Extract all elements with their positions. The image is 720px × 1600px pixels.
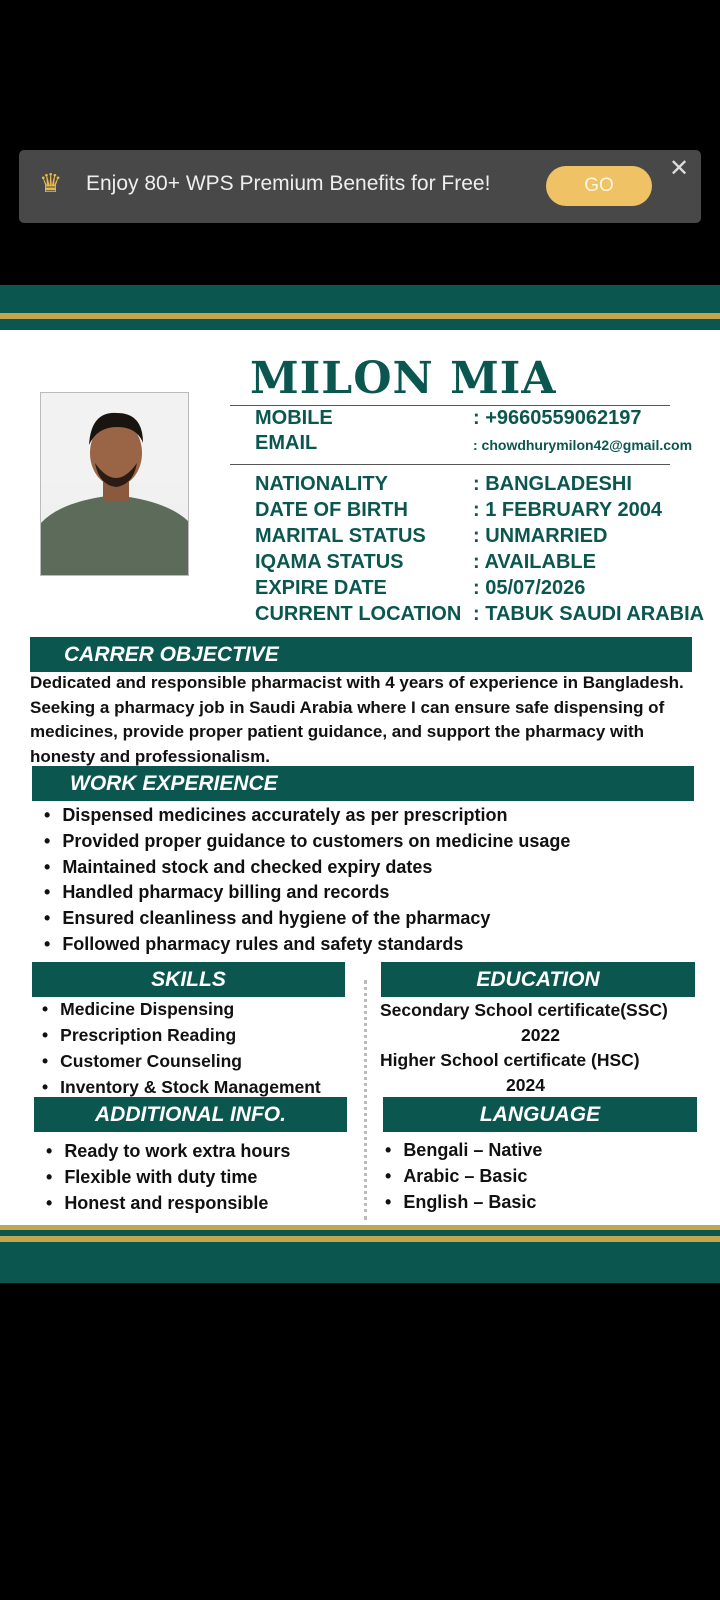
email-value: : chowdhurymilon42@gmail.com (473, 437, 693, 453)
list-item: • Flexible with duty time (46, 1164, 354, 1190)
list-item: • Dispensed medicines accurately as per prescription (44, 803, 692, 829)
detail-value: : AVAILABLE (473, 551, 596, 573)
language-list (373, 1137, 693, 1215)
list-item: • Bengali – Native (385, 1137, 693, 1163)
detail-label: DATE OF BIRTH (255, 499, 408, 521)
list-item: • Handled pharmacy billing and records (44, 880, 692, 906)
detail-label: MARITAL STATUS (255, 525, 426, 547)
bottom-stripe-2 (0, 1242, 720, 1283)
skills-list (30, 996, 370, 1100)
premium-banner[interactable] (19, 150, 701, 223)
education-year: 2022 (521, 1025, 560, 1045)
mobile-label: MOBILE (255, 407, 333, 429)
detail-label: IQAMA STATUS (255, 551, 404, 573)
education-name: Higher School certificate (HSC) (380, 1050, 640, 1070)
skills-heading: SKILLS (32, 962, 345, 997)
details-block (255, 473, 720, 629)
list-item: • Followed pharmacy rules and safety standards (44, 932, 692, 958)
contact-block (255, 407, 715, 457)
top-stripe-2 (0, 319, 720, 330)
list-item: • Ensured cleanliness and hygiene of the pharmacy (44, 906, 692, 932)
list-item: • Honest and responsible (46, 1190, 354, 1216)
list-item: • Ready to work extra hours (46, 1138, 354, 1164)
list-item: • Prescription Reading (42, 1022, 370, 1048)
list-item: • Inventory & Stock Management (42, 1074, 370, 1100)
list-item: • Maintained stock and checked expiry dates (44, 855, 692, 881)
mobile-value: : +9660559062197 (473, 407, 642, 429)
detail-value: : 1 FEBRUARY 2004 (473, 499, 662, 521)
language-heading: LANGUAGE (383, 1097, 697, 1132)
objective-heading: CARRER OBJECTIVE (30, 637, 692, 672)
objective-text: Dedicated and responsible pharmacist with 4 years of experience in Bangladesh. Seeking a pharmacy job in Saudi Arabia where I can ensure safe dispensing of medicines, provide proper patient guidance, and support the pharmacy with honesty and professionalism. (30, 673, 684, 766)
detail-label: NATIONALITY (255, 473, 388, 495)
detail-value: : TABUK SAUDI ARABIA (473, 603, 705, 625)
detail-label: EXPIRE DATE (255, 577, 387, 599)
profile-photo (40, 392, 189, 576)
list-item: • English – Basic (385, 1189, 693, 1215)
crown-icon: ♛ (39, 168, 63, 198)
detail-value: : BANGLADESHI (473, 473, 632, 495)
education-list (380, 998, 710, 1098)
resume-page (0, 285, 720, 1283)
list-item: • Customer Counseling (42, 1048, 370, 1074)
close-icon[interactable]: ✕ (669, 155, 690, 182)
work-list (32, 803, 692, 958)
detail-value: : 05/07/2026 (473, 577, 586, 599)
candidate-name: MILON MIA (250, 353, 557, 404)
top-stripe (0, 285, 720, 313)
go-button[interactable]: GO (546, 166, 652, 206)
list-item: • Medicine Dispensing (42, 996, 370, 1022)
column-divider (364, 980, 367, 1220)
divider (230, 405, 670, 406)
list-item: • Provided proper guidance to customers on medicine usage (44, 829, 692, 855)
divider (230, 464, 670, 465)
detail-value: : UNMARRIED (473, 525, 608, 547)
additional-heading: ADDITIONAL INFO. (34, 1097, 347, 1132)
additional-list (34, 1138, 354, 1216)
banner-text: Enjoy 80+ WPS Premium Benefits for Free! (86, 172, 491, 195)
education-name: Secondary School certificate(SSC) (380, 1000, 668, 1020)
detail-label: CURRENT LOCATION (255, 603, 462, 625)
education-heading: EDUCATION (381, 962, 695, 997)
education-year: 2024 (506, 1075, 545, 1095)
work-heading: WORK EXPERIENCE (32, 766, 694, 801)
list-item: • Arabic – Basic (385, 1163, 693, 1189)
email-label: EMAIL (255, 432, 318, 454)
